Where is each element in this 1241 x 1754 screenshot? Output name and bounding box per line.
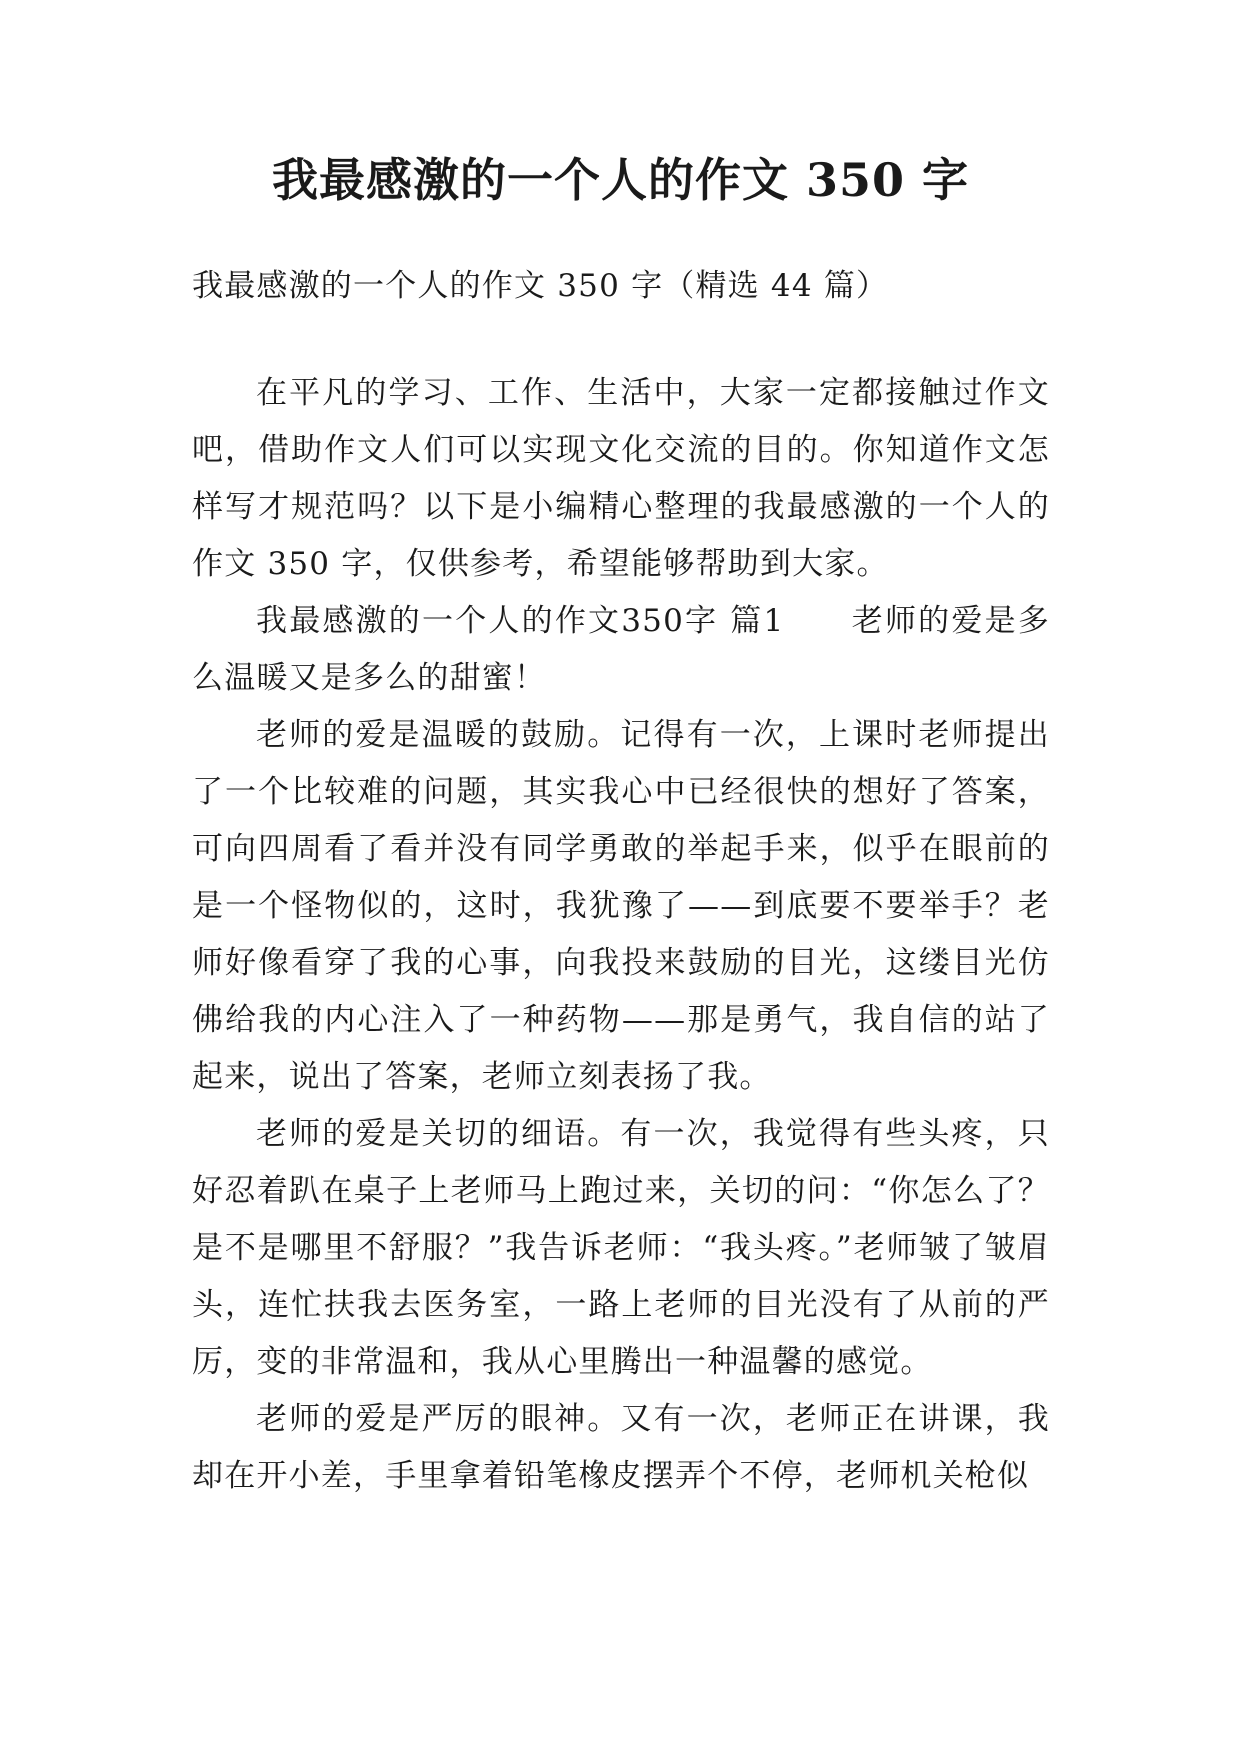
paragraph-encouragement: 老师的爱是温暖的鼓励。记得有一次，上课时老师提出了一个比较难的问题，其实我心中已经很快的想好了答案，可向四周看了看并没有同学勇敢的举起手来，似乎在眼前的是一个怪物似的，这时，我犹豫了——到底要不要举手？老师好像看穿了我的心事，向我投来鼓励的目光，这缕目光仿佛给我的内心注入了一种药物——那是勇气，我自信的站了起来，说出了答案，老师立刻表扬了我。	[192, 717, 1050, 1095]
paragraph-intro: 在平凡的学习、工作、生活中，大家一定都接触过作文吧，借助作文人们可以实现文化交流的目的。你知道作文怎样写才规范吗？以下是小编精心整理的我最感激的一个人的作文 350 字，仅供参考，希望能够帮助到大家。	[192, 375, 1050, 582]
document-body	[192, 258, 1050, 1505]
paragraph-strict-look: 老师的爱是严厉的眼神。又有一次，老师正在讲课，我却在开小差，手里拿着铅笔橡皮摆弄个不停，老师机关枪似	[192, 1401, 1050, 1494]
paragraph-essay-heading: 我最感激的一个人的作文350字 篇1 老师的爱是多么温暖又是多么的甜蜜！	[192, 603, 1050, 696]
document-subtitle: 我最感激的一个人的作文 350 字（精选 44 篇）	[192, 268, 889, 304]
paragraph-caring-words: 老师的爱是关切的细语。有一次，我觉得有些头疼，只好忍着趴在桌子上老师马上跑过来，关切的问：“你怎么了？是不是哪里不舒服？”我告诉老师：“我头疼。”老师皱了皱眉头，连忙扶我去医务室，一路上老师的目光没有了从前的严厉，变的非常温和，我从心里腾出一种温馨的感觉。	[192, 1116, 1050, 1380]
document-title: 我最感激的一个人的作文 350 字	[271, 153, 970, 207]
